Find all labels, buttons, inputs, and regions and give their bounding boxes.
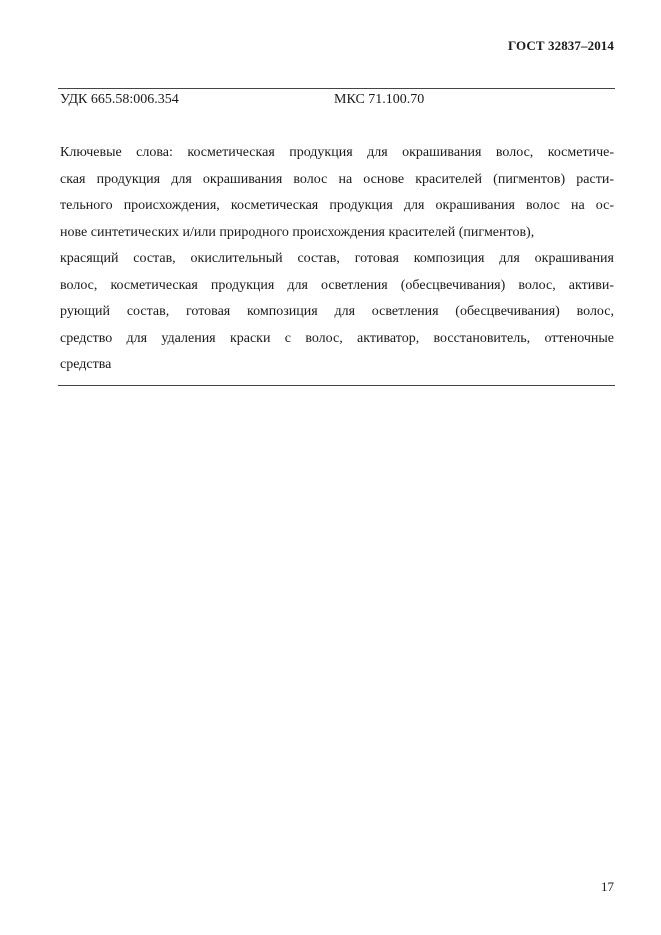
page-number: 17 bbox=[601, 879, 614, 894]
standard-code-header: ГОСТ 32837–2014 bbox=[507, 38, 614, 53]
keywords-line: средства bbox=[60, 357, 112, 372]
bottom-divider bbox=[58, 385, 615, 386]
keywords-line: нове синтетических и/или природного происхождения красителей (пигментов), bbox=[60, 224, 535, 240]
keywords-line: средство для удаления краски с волос, активатор, восстановитель, оттеночные bbox=[60, 330, 614, 346]
udc-code: УДК 665.58:006.354 bbox=[60, 92, 179, 107]
keywords-line: ская продукция для окрашивания волос на основе красителей (пигментов) расти- bbox=[60, 171, 614, 187]
keywords-line: тельного происхождения, косметическая продукция для окрашивания волос на ос- bbox=[60, 198, 614, 213]
top-divider bbox=[58, 88, 615, 89]
keywords-line: волос, косметическая продукция для осветления (обесцвечивания) волос, активи- bbox=[60, 277, 614, 293]
mks-code: МКС 71.100.70 bbox=[334, 92, 425, 107]
keywords-line: рующий состав, готовая композиция для осветления (обесцвечивания) волос, bbox=[60, 304, 614, 319]
keywords-paragraph bbox=[60, 140, 614, 379]
keywords-line: красящий состав, окислительный состав, готовая композиция для окрашивания bbox=[60, 251, 614, 266]
keywords-line: Ключевые слова: косметическая продукция для окрашивания волос, косметиче- bbox=[60, 145, 614, 160]
